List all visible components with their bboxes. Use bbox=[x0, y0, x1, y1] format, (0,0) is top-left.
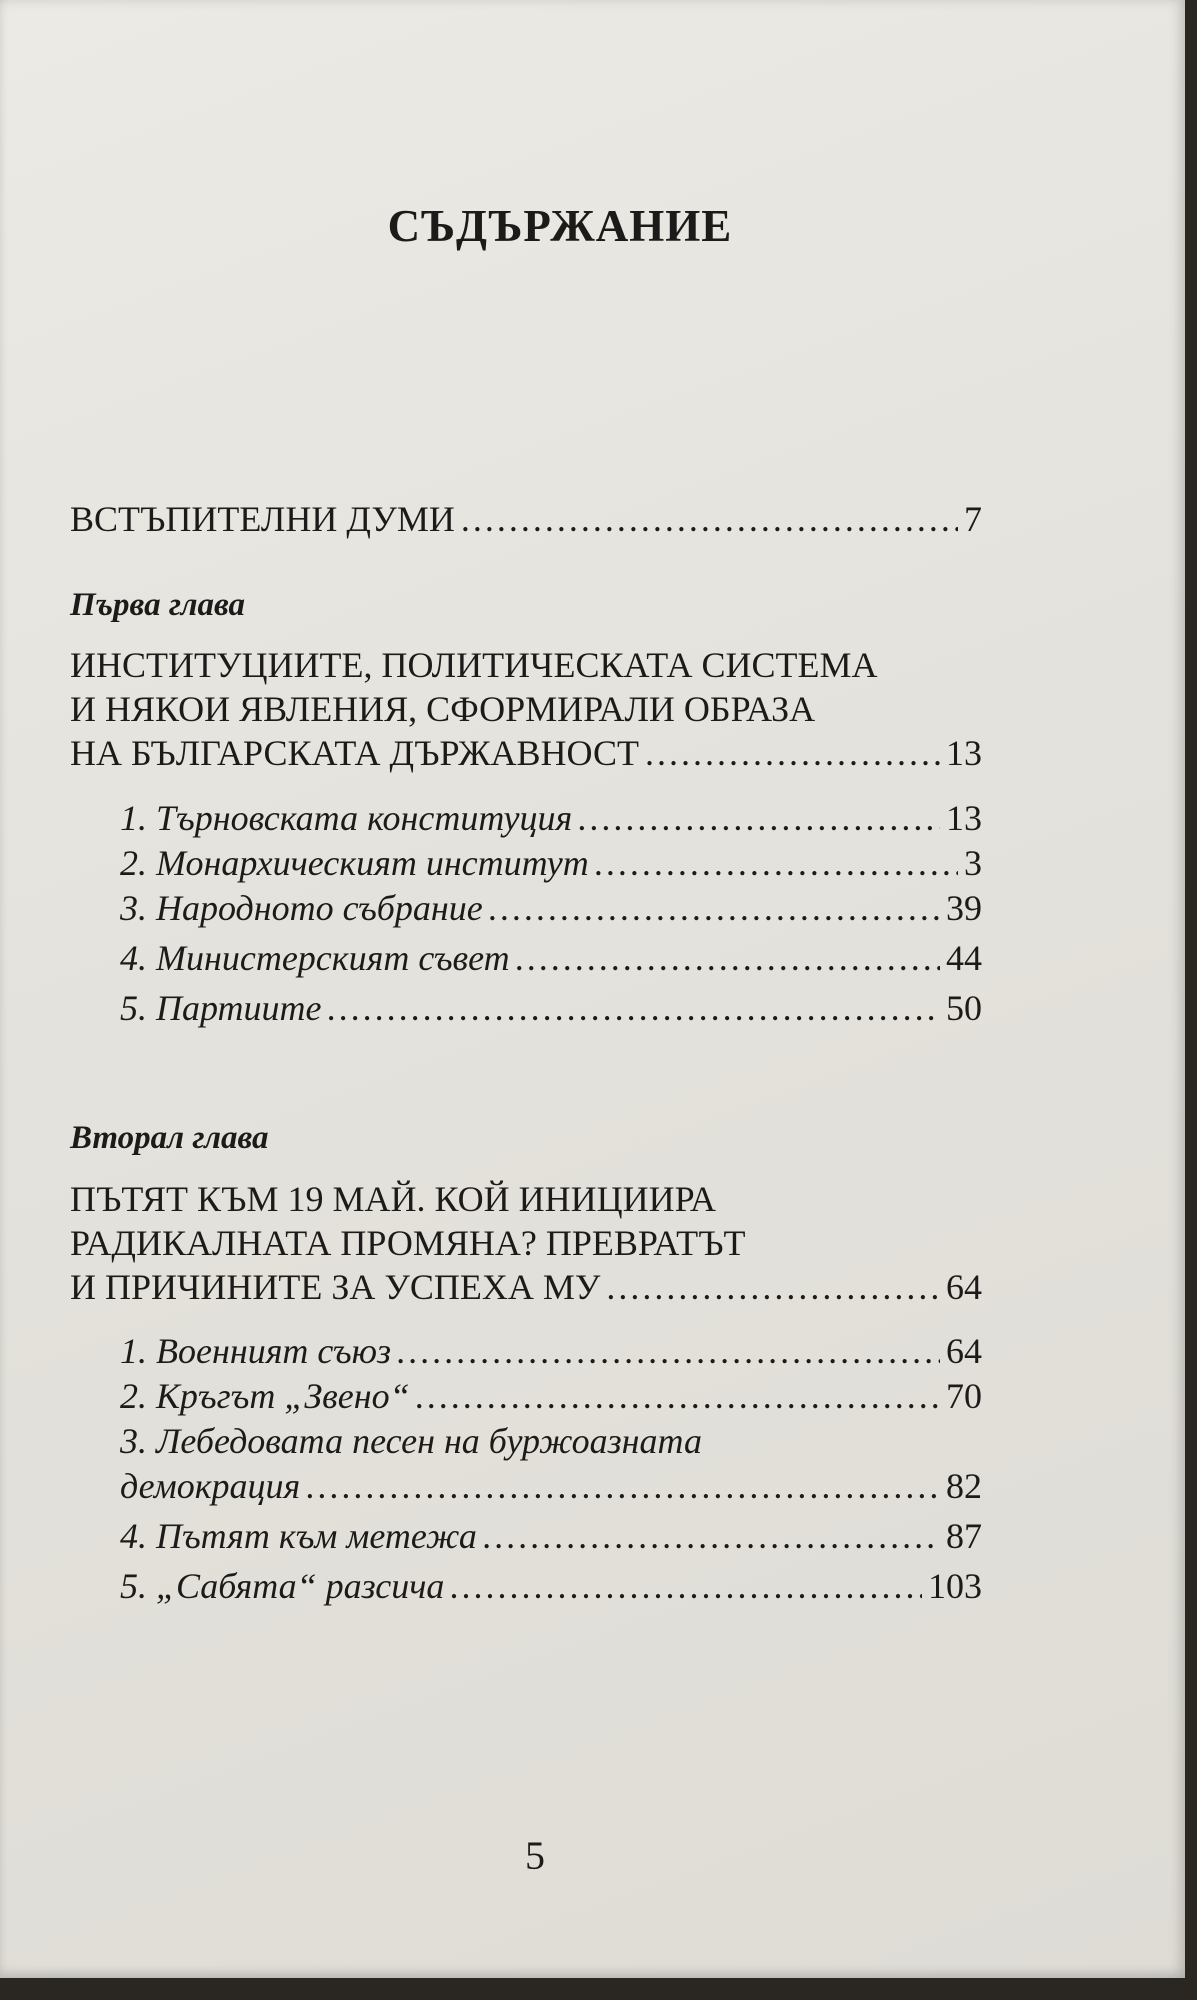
dot-leader bbox=[483, 1514, 940, 1558]
toc-entry-section bbox=[120, 986, 982, 1030]
toc-entry-section bbox=[120, 886, 982, 930]
chapter-title-line: ИНСТИТУЦИИТЕ, ПОЛИТИЧЕСКАТА СИСТЕМА bbox=[70, 645, 878, 685]
toc-entry-section bbox=[120, 1329, 982, 1373]
chapter-title-line: И НЯКОИ ЯВЛЕНИЯ, СФОРМИРАЛИ ОБРАЗА bbox=[70, 689, 816, 729]
dot-leader bbox=[397, 1329, 940, 1373]
entry-page: 87 bbox=[946, 1516, 982, 1556]
chapter-title-line: РАДИКАЛНАТА ПРОМЯНА? ПРЕВРАТЪТ bbox=[70, 1223, 746, 1263]
entry-title: 4. Пътят към метежа bbox=[120, 1516, 477, 1556]
toc-entry-section bbox=[120, 1374, 982, 1418]
toc-entry-section bbox=[120, 936, 982, 980]
toc-entry-chapter bbox=[70, 1265, 982, 1309]
toc-entry-section bbox=[120, 796, 982, 840]
dot-leader bbox=[450, 1564, 922, 1608]
page-number: 5 bbox=[525, 1833, 545, 1878]
toc-entry-section bbox=[120, 841, 982, 885]
dot-leader bbox=[461, 497, 958, 541]
toc-entry-section bbox=[120, 1564, 982, 1608]
entry-title: 1. Военният съюз bbox=[120, 1331, 392, 1371]
toc-entry-chapter bbox=[70, 731, 982, 775]
dot-leader bbox=[416, 1374, 940, 1418]
toc-entry-intro bbox=[70, 497, 982, 541]
entry-title: ВСТЪПИТЕЛНИ ДУМИ bbox=[70, 499, 455, 539]
entry-title: 5. „Сабята“ разсича bbox=[120, 1566, 445, 1606]
dot-leader bbox=[645, 731, 940, 775]
entry-page: 13 bbox=[946, 733, 982, 773]
dot-leader bbox=[516, 936, 940, 980]
page-title: СЪДЪРЖАНИЕ bbox=[387, 201, 733, 251]
entry-page: 7 bbox=[964, 499, 982, 539]
dot-leader bbox=[489, 886, 940, 930]
entry-title: 2. Кръгът „Звено“ bbox=[120, 1376, 410, 1416]
entry-title: 3. Народното събрание bbox=[120, 888, 483, 928]
entry-page: 3 bbox=[964, 843, 982, 883]
entry-page: 82 bbox=[946, 1466, 982, 1506]
entry-title: И ПРИЧИНИТЕ ЗА УСПЕХА МУ bbox=[70, 1267, 601, 1307]
entry-page: 70 bbox=[946, 1376, 982, 1416]
toc-entry-section bbox=[120, 1464, 982, 1508]
chapter-title-line: ПЪТЯТ КЪМ 19 МАЙ. КОЙ ИНИЦИИРА bbox=[70, 1179, 716, 1219]
entry-page: 64 bbox=[946, 1331, 982, 1371]
dot-leader bbox=[306, 1464, 940, 1508]
dot-leader bbox=[328, 986, 941, 1030]
dot-leader bbox=[578, 796, 940, 840]
entry-title: НА БЪЛГАРСКАТА ДЪРЖАВНОСТ bbox=[70, 733, 639, 773]
chapter-label: Първа глава bbox=[70, 587, 246, 623]
entry-page: 64 bbox=[946, 1267, 982, 1307]
entry-title: 1. Търновската конституция bbox=[120, 798, 573, 838]
entry-page: 103 bbox=[928, 1566, 982, 1606]
entry-title: 4. Министерският съвет bbox=[120, 938, 510, 978]
entry-page: 50 bbox=[946, 988, 982, 1028]
section-title-line: 3. Лебедовата песен на буржоазната bbox=[120, 1421, 702, 1461]
entry-page: 39 bbox=[946, 888, 982, 928]
entry-title: демокрация bbox=[120, 1466, 301, 1506]
entry-title: 5. Партиите bbox=[120, 988, 322, 1028]
dot-leader bbox=[606, 1265, 940, 1309]
entry-page: 13 bbox=[946, 798, 982, 838]
chapter-label: Вторал глава bbox=[70, 1120, 269, 1156]
entry-title: 2. Монархическият институт bbox=[120, 843, 589, 883]
entry-page: 44 bbox=[946, 938, 982, 978]
toc-entry-section bbox=[120, 1514, 982, 1558]
dot-leader bbox=[595, 841, 958, 885]
